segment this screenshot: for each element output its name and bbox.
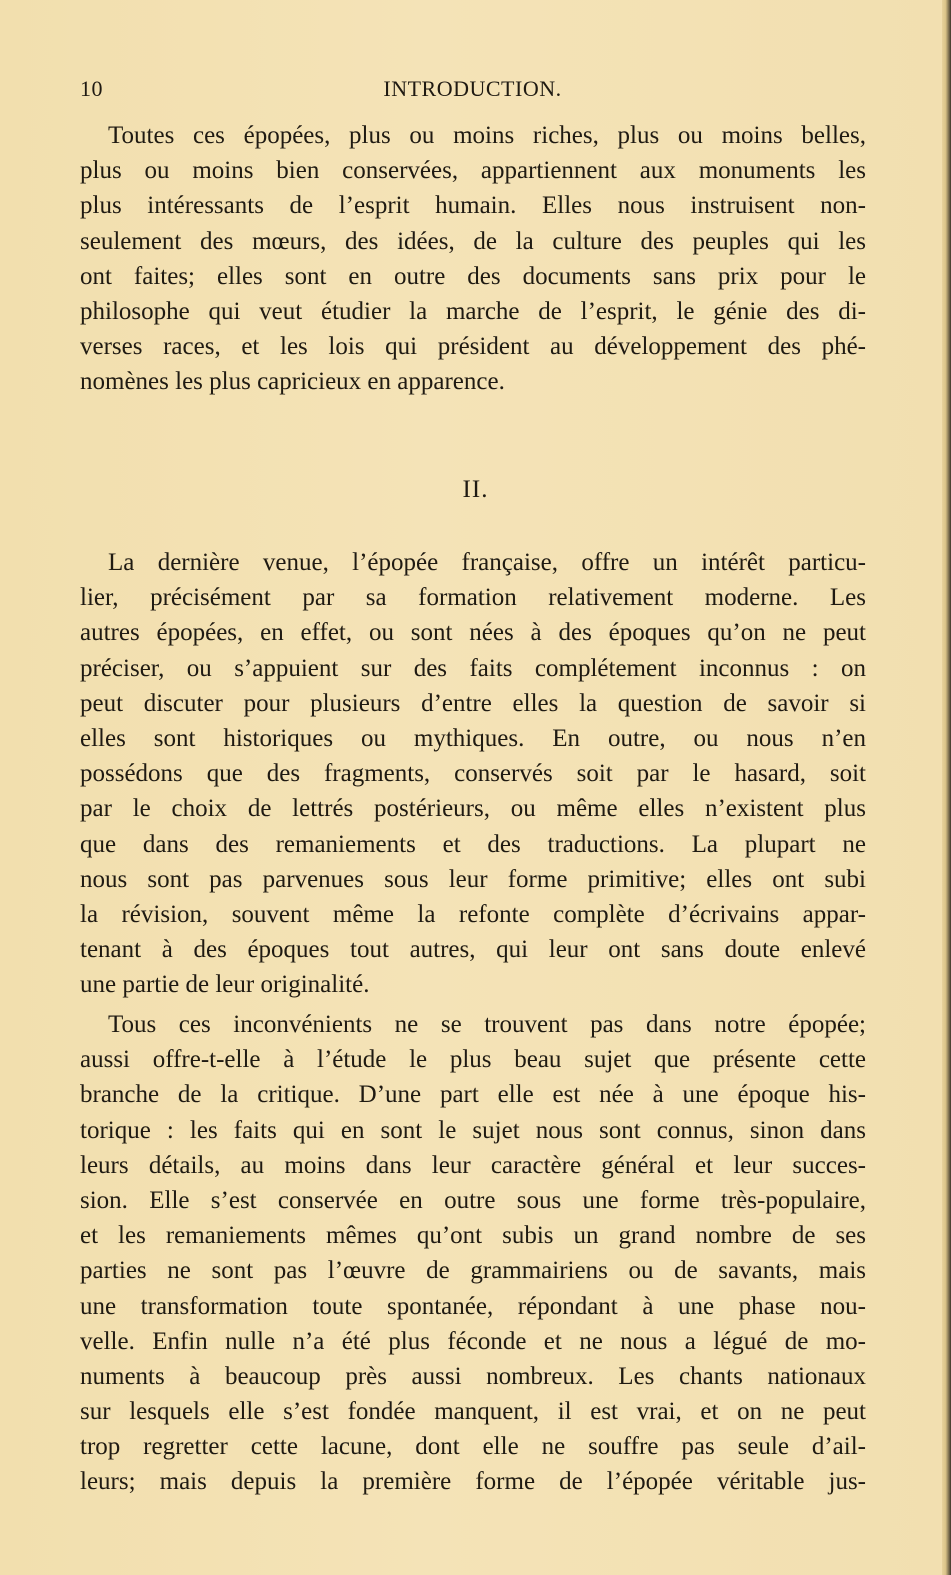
text-line: velle. Enfin nulle n’a été plus féconde et ne nous a légué de mo- (80, 1327, 866, 1355)
text-line: plus intéressants de l’esprit humain. Elles nous instruisent non- (80, 192, 866, 220)
text-line: ont faites; elles sont en outre des documents sans prix pour le (80, 262, 866, 290)
text-line: une partie de leur originalité. (80, 971, 370, 999)
text-line: nomènes les plus capricieux en apparence. (80, 368, 505, 396)
text-line: plus ou moins bien conservées, appartiennent aux monuments les (80, 157, 866, 185)
text-line: Tous ces inconvénients ne se trouvent pas dans notre épopée; (108, 1011, 866, 1038)
running-title: INTRODUCTION. (383, 76, 562, 101)
text-line: autres épopées, en effet, ou sont nées à des époques qu’on ne peut (80, 619, 866, 647)
text-line: lier, précisément par sa formation relativement moderne. Les (80, 584, 866, 612)
text-line: possédons que des fragments, conservés soit par le hasard, soit (80, 760, 866, 788)
text-line: parties ne sont pas l’œuvre de grammairiens ou de savants, mais (80, 1257, 866, 1285)
text-line: la révision, souvent même la refonte complète d’écrivains appar- (80, 900, 866, 928)
page-edge (942, 0, 951, 1575)
text-line: La dernière venue, l’épopée française, offre un intérêt particu- (108, 549, 866, 576)
text-line: leurs détails, au moins dans leur caractère général et leur succes- (80, 1151, 866, 1179)
text-line: aussi offre-t-elle à l’étude le plus beau sujet que présente cette (80, 1046, 866, 1074)
page-number: 10 (80, 76, 103, 101)
text-line: verses races, et les lois qui président au développement des phé- (80, 333, 866, 361)
paragraph-2 (80, 545, 866, 1002)
text-line: sion. Elle s’est conservée en outre sous une forme très-populaire, (80, 1186, 866, 1214)
text-line: préciser, ou s’appuient sur des faits complétement inconnus : on (80, 654, 866, 682)
section-heading: II. (462, 476, 489, 503)
text-line: trop regretter cette lacune, dont elle ne souffre pas seule d’ail- (80, 1433, 866, 1461)
text-line: numents à beaucoup près aussi nombreux. Les chants nationaux (80, 1362, 866, 1390)
text-line: sur lesquels elle s’est fondée manquent, il est vrai, et on ne peut (80, 1398, 866, 1426)
text-line: que dans des remaniements et des traductions. La plupart ne (80, 830, 866, 858)
text-line: nous sont pas parvenues sous leur forme primitive; elles ont subi (80, 865, 866, 893)
text-line: leurs; mais depuis la première forme de l’épopée véritable jus- (80, 1468, 866, 1496)
running-head (80, 76, 865, 106)
text-line: philosophe qui veut étudier la marche de l’esprit, le génie des di- (80, 297, 866, 325)
text-line: par le choix de lettrés postérieurs, ou même elles n’existent plus (80, 795, 866, 823)
paragraph-3 (80, 1007, 866, 1500)
text-line: elles sont historiques ou mythiques. En outre, ou nous n’en (80, 724, 866, 752)
text-line: une transformation toute spontanée, répondant à une phase nou- (80, 1292, 866, 1320)
text-line: tenant à des époques tout autres, qui leur ont sans doute enlevé (80, 936, 866, 964)
text-line: et les remaniements mêmes qu’ont subis un grand nombre de ses (80, 1222, 866, 1250)
paragraph-1 (80, 118, 866, 400)
text-line: branche de la critique. D’une part elle est née à une époque his- (80, 1081, 866, 1109)
text-line: Toutes ces épopées, plus ou moins riches, plus ou moins belles, (108, 122, 866, 149)
text-line: peut discuter pour plusieurs d’entre elles la question de savoir si (80, 689, 866, 717)
text-line: torique : les faits qui en sont le sujet nous sont connus, sinon dans (80, 1116, 866, 1144)
text-line: seulement des mœurs, des idées, de la culture des peuples qui les (80, 227, 866, 255)
